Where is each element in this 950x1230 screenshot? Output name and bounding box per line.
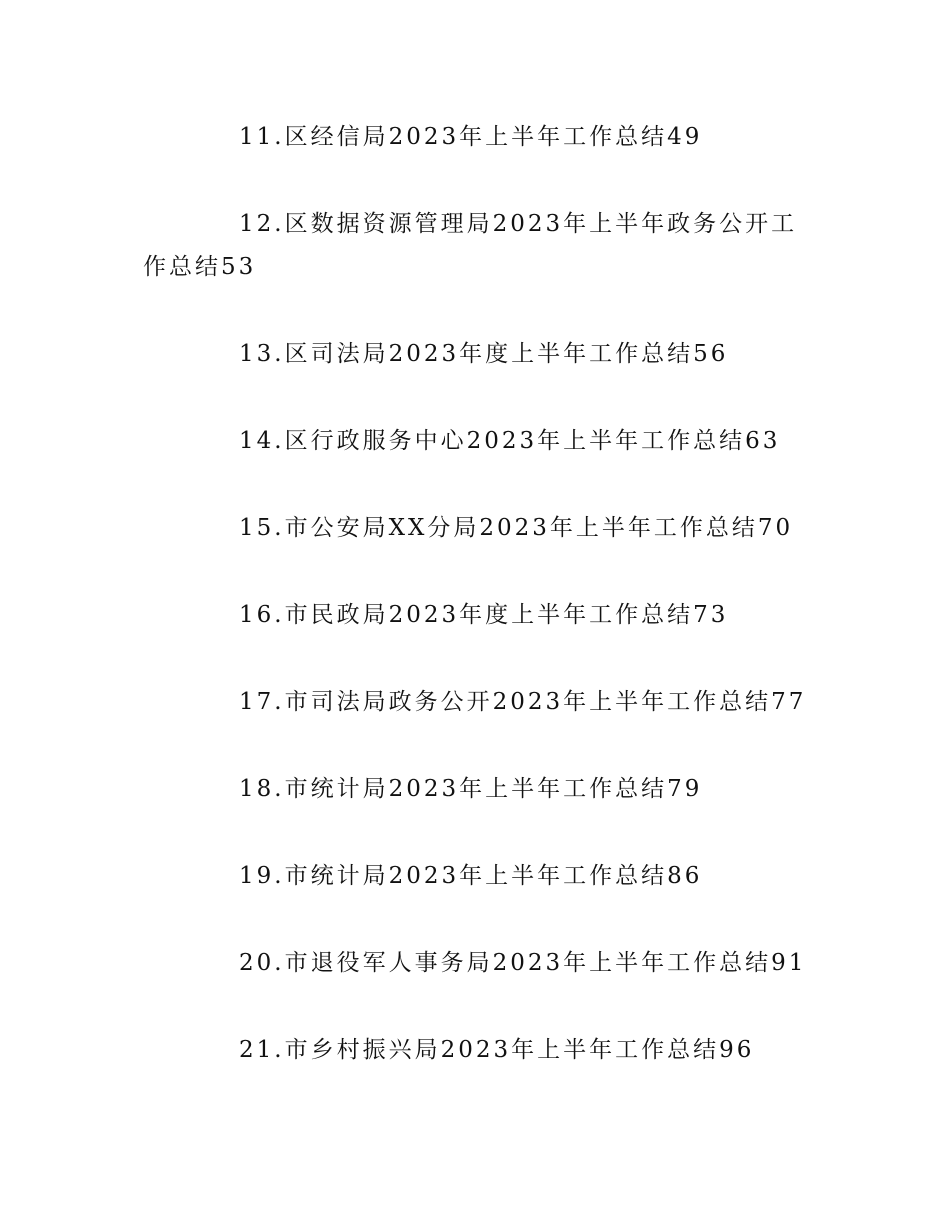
toc-entry-number: 19.	[239, 863, 285, 889]
toc-entry-11[interactable]	[143, 116, 823, 159]
toc-entry-title: 市乡村振兴局2023年上半年工作总结	[284, 1037, 720, 1063]
toc-entry-number: 17.	[239, 689, 285, 715]
toc-entry-page: 91	[771, 950, 807, 976]
toc-entry-page: 49	[667, 124, 703, 150]
toc-entry-20[interactable]	[143, 942, 823, 985]
toc-entry-12[interactable]	[143, 203, 823, 289]
toc-entry-title: 市公安局XX分局2023年上半年工作总结	[284, 515, 758, 541]
toc-entry-title: 市退役军人事务局2023年上半年工作总结	[284, 950, 772, 976]
toc-entry-number: 14.	[239, 428, 285, 454]
toc-entry-title: 市司法局政务公开2023年上半年工作总结	[284, 689, 772, 715]
toc-entry-page: 77	[771, 689, 807, 715]
toc-entry-number: 12.	[239, 211, 285, 237]
toc-entry-number: 16.	[239, 602, 285, 628]
toc-entry-page: 79	[667, 776, 703, 802]
toc-entry-number: 21.	[239, 1037, 285, 1063]
toc-entry-page: 56	[693, 341, 729, 367]
toc-entry-number: 13.	[239, 341, 285, 367]
toc-entry-title: 区数据资源管理局2023年上半年政务公开工作总结	[143, 211, 798, 280]
toc-entry-14[interactable]	[143, 420, 823, 463]
toc-entry-number: 18.	[239, 776, 285, 802]
toc-entry-18[interactable]	[143, 768, 823, 811]
toc-entry-number: 11.	[239, 124, 285, 150]
toc-entry-page: 86	[667, 863, 703, 889]
toc-entry-title: 市民政局2023年度上半年工作总结	[284, 602, 694, 628]
toc-entry-page: 70	[757, 515, 794, 541]
toc-entry-number: 15.	[239, 515, 285, 541]
toc-entry-15[interactable]	[143, 507, 823, 550]
toc-entry-16[interactable]	[143, 594, 823, 637]
toc-entry-page: 53	[221, 254, 257, 280]
toc-entry-title: 市统计局2023年上半年工作总结	[284, 776, 668, 802]
toc-entry-title: 市统计局2023年上半年工作总结	[284, 863, 668, 889]
toc-entry-page: 96	[719, 1037, 755, 1063]
toc-entry-13[interactable]	[143, 333, 823, 376]
toc-entry-17[interactable]	[143, 681, 823, 724]
toc-entry-title: 区行政服务中心2023年上半年工作总结	[284, 428, 746, 454]
toc-entry-19[interactable]	[143, 855, 823, 898]
toc-entry-page: 63	[745, 428, 781, 454]
toc-entry-21[interactable]	[143, 1029, 823, 1072]
toc-entry-page: 73	[693, 602, 729, 628]
toc-entry-title: 区经信局2023年上半年工作总结	[284, 124, 668, 150]
toc-entry-number: 20.	[239, 950, 285, 976]
toc-entry-title: 区司法局2023年度上半年工作总结	[284, 341, 694, 367]
